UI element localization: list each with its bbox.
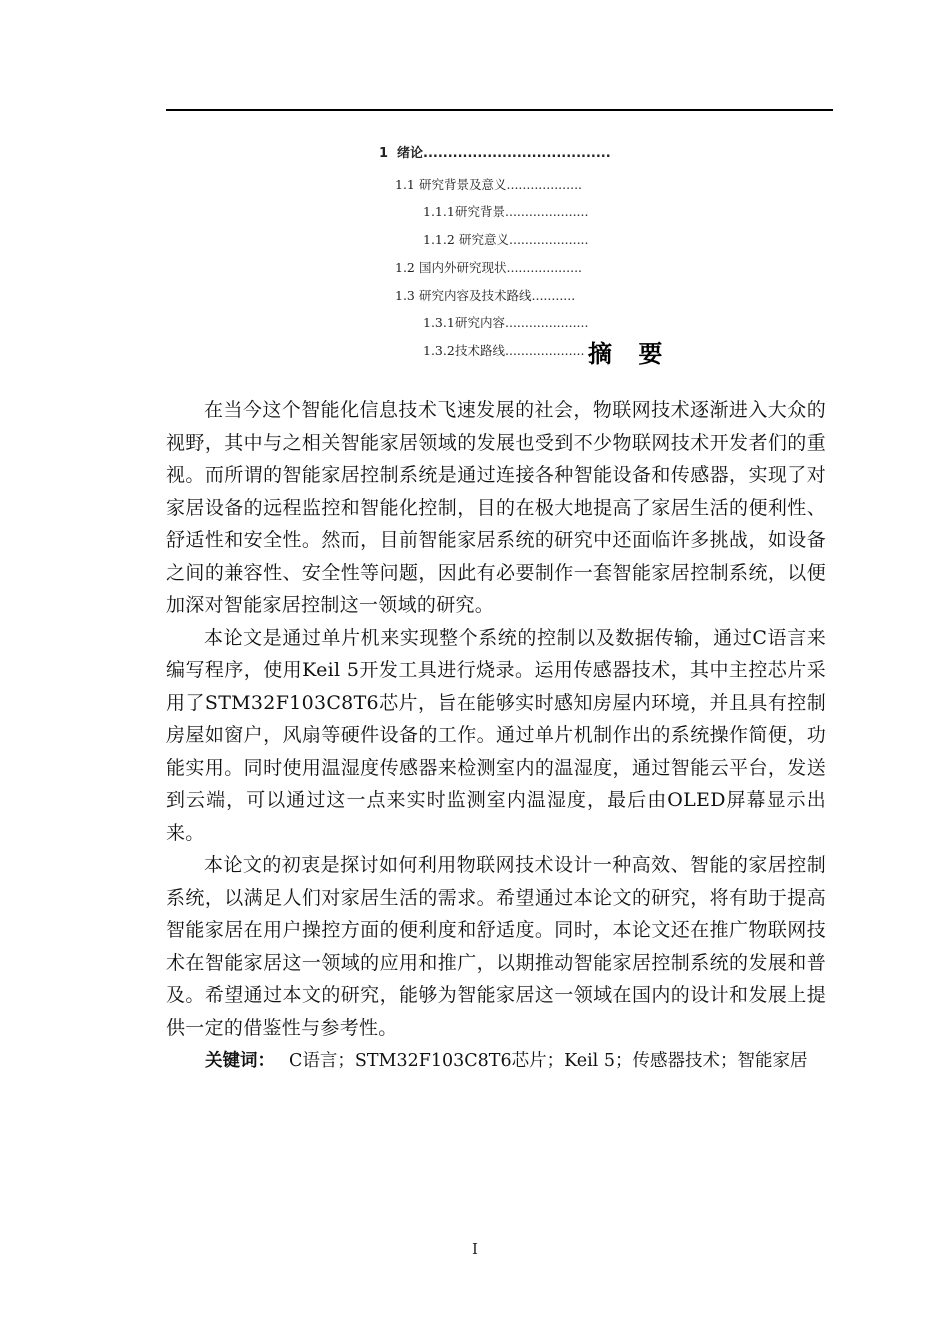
toc-entry: 1 绪论...................................... [379,146,611,161]
table-of-contents [0,0,950,370]
keywords-line [205,1047,835,1075]
abstract-paragraph: 本论文是通过单片机来实现整个系统的控制以及数据传输，通过C语言来编写程序，使用Keil 5开发工具进行烧录。运用传感器技术，其中主控芯片采用了STM32F103C8T6芯片，旨在能够实时感知房屋内环境，并且具有控制房屋如窗户，风扇等硬件设备的工作。通过单片机制作出的系统操作简便，功能实用。同时使用温湿度传感器来检测室内的温湿度，通过智能云平台，发送到云端，可以通过这一点来实时监测室内温湿度，最后由OLED屏幕显示出来。 [166,626,826,844]
toc-entry: 1.3.1研究内容..................... [423,315,589,330]
abstract-paragraph: 本论文的初衷是探讨如何利用物联网技术设计一种高效、智能的家居控制系统，以满足人们对家居生活的需求。希望通过本论文的研究，将有助于提高智能家居在用户操控方面的便利度和舒适度。同时，本论文还在推广物联网技术在智能家居这一领域的应用和推广，以期推动智能家居控制系统的发展和普及。希望通过本文的研究，能够为智能家居这一领域在国内的设计和发展上提供一定的借鉴性与参考性。 [166,854,826,1039]
toc-entry: 1.3.2技术路线.................... [423,343,585,358]
toc-entry: 1.3 研究内容及技术路线........... [395,288,576,303]
abstract-body [166,394,826,1044]
keywords-list: C语言；STM32F103C8T6芯片；Keil 5；传感器技术；智能家居 [289,1051,808,1071]
page-number: I [472,1240,478,1258]
abstract-paragraph: 在当今这个智能化信息技术飞速发展的社会，物联网技术逐渐进入大众的视野，其中与之相关智能家居领域的发展也受到不少物联网技术开发者们的重视。而所谓的智能家居控制系统是通过连接各种智能设备和传感器，实现了对家居设备的远程监控和智能化控制，目的在极大地提高了家居生活的便利性、舒适性和安全性。然而，目前智能家居系统的研究中还面临许多挑战，如设备之间的兼容性、安全性等问题，因此有必要制作一套智能家居控制系统，以便加深对智能家居控制这一领域的研究。 [166,399,826,616]
toc-entry: 1.1.2 研究意义.................... [423,232,589,247]
keywords-label: 关键词： [205,1051,275,1071]
toc-entry: 1.1.1研究背景..................... [423,204,589,219]
abstract-title: 摘 要 [588,340,672,368]
toc-entry: 1.1 研究背景及意义................... [395,177,583,192]
toc-entry: 1.2 国内外研究现状................... [395,260,583,275]
